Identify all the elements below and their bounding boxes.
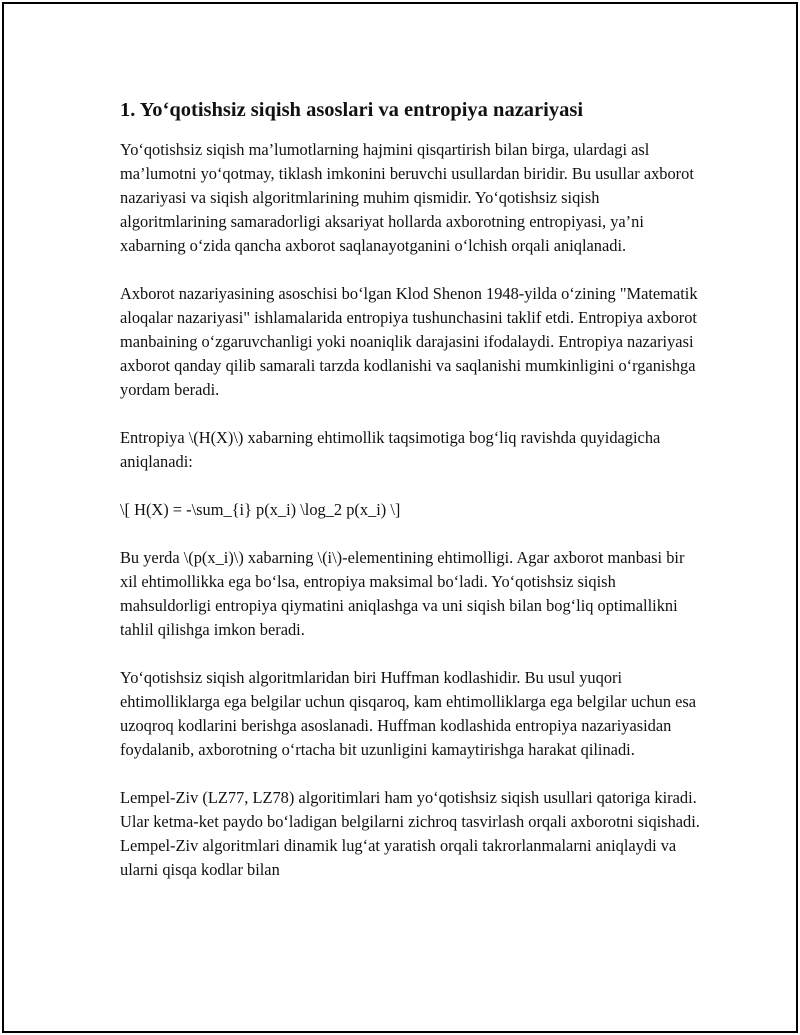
paragraph-lempel-ziv: Lempel-Ziv (LZ77, LZ78) algoritimlari ham yo‘qotishsiz siqish usullari qatoriga kiradi. Ular ketma-ket paydo bo‘ladigan belgilarni zichroq tasvirlash orqali axborotni siqishadi. Lempel-Ziv algoritmlari dinamik lug‘at yaratish orqali takrorlanmalarni aniqlaydi va ularni qisqa kodlar bilan: [120, 788, 700, 879]
entropy-formula: \[ H(X) = -\sum_{i} p(x_i) \log_2 p(x_i) \]: [120, 500, 401, 519]
paragraph-entropy-definition: Entropiya \(H(X)\) xabarning ehtimollik taqsimotiga bog‘liq ravishda quyidagicha aniqlanadi:: [120, 428, 661, 471]
document-body: [120, 96, 700, 906]
document-page: [2, 2, 798, 1033]
paragraph-probability: Bu yerda \(p(x_i)\) xabarning \(i\)-elementining ehtimolligi. Agar axborot manbasi bir xil ehtimollikka ega bo‘lsa, entropiya maksimal bo‘ladi. Yo‘qotishsiz siqish mahsuldorligi entropiya qiymatini aniqlashga va uni siqish bilan bog‘liq optimallikni tahlil qilishga imkon beradi.: [120, 548, 685, 639]
paragraph-intro: Yo‘qotishsiz siqish ma’lumotlarning hajmini qisqartirish bilan birga, ulardagi asl ma’lumotni yo‘qotmay, tiklash imkonini beruvchi usullardan biridir. Bu usullar axborot nazariyasi va siqish algoritmlarining muhim qismidir. Yo‘qotishsiz siqish algoritmlarining samaradorligi aksariyat hollarda axborotning entropiyasi, ya’ni xabarning o‘zida qancha axborot saqlanayotganini o‘lchish orqali aniqlanadi.: [120, 140, 694, 255]
section-heading: 1. Yo‘qotishsiz siqish asoslari va entropiya nazariyasi: [120, 99, 584, 121]
paragraph-huffman: Yo‘qotishsiz siqish algoritmlaridan biri Huffman kodlashidir. Bu usul yuqori ehtimolliklarga ega belgilar uchun qisqaroq, kam ehtimolliklarga ega belgilar uchun esa uzoqroq kodlarini berishga asoslanadi. Huffman kodlashida entropiya nazariyasidan foydalanib, axborotning o‘rtacha bit uzunligini kamaytirishga harakat qilinadi.: [120, 668, 697, 759]
paragraph-shannon: Axborot nazariyasining asoschisi bo‘lgan Klod Shenon 1948-yilda o‘zining "Matematik aloqalar nazariyasi" ishlamalarida entropiya tushunchasini taklif etdi. Entropiya axborot manbaining o‘zgaruvchanligi yoki noaniqlik darajasini ifodalaydi. Entropiya nazariyasi axborot qanday qilib samarali tarzda kodlanishi va saqlanishi mumkinligini o‘rganishga yordam beradi.: [120, 284, 698, 399]
